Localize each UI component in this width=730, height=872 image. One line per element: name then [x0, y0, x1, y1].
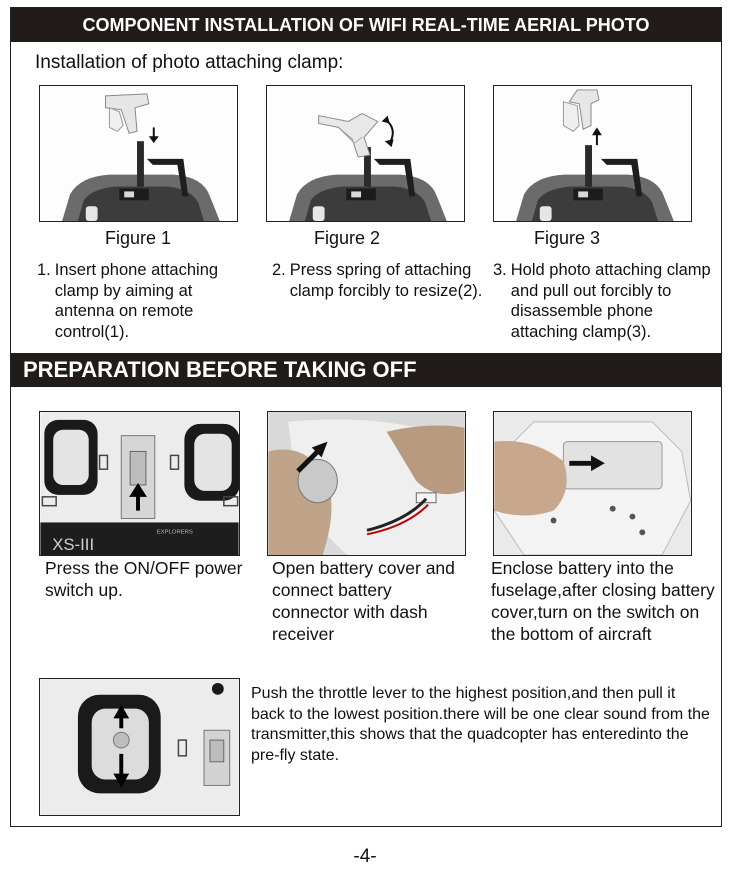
step-1 — [37, 260, 237, 342]
section-banner-preparation — [11, 353, 721, 387]
step-number: 1. — [37, 261, 51, 279]
step-3 — [493, 260, 721, 342]
figure-2-caption: Figure 2 — [314, 228, 381, 248]
figure-3-image — [493, 85, 692, 222]
subtitle: Installation of photo attaching clamp: — [35, 52, 344, 73]
step-text: Insert phone attaching clamp by aiming at antenna on remote control(1). — [54, 261, 219, 341]
remote-model-label: XS-III — [52, 535, 95, 555]
battery-connector-instruction: Open battery cover and connect battery connector with dash receiver — [272, 558, 455, 644]
page-number: -4- — [353, 846, 377, 867]
battery-insert-image — [493, 411, 692, 556]
power-switch-instruction: Press the ON/OFF power switch up. — [45, 558, 243, 600]
throttle-instruction: Push the throttle lever to the highest position,and then pull it back to the lowest position.there will be one clear sound from the transmitter,this shows that the quadcopter has enteredinto the pre-fly state. — [251, 685, 710, 764]
battery-insert-instruction: Enclose battery into the fuselage,after closing battery cover,turn on the switch on the bottom of aircraft — [491, 558, 715, 644]
figure-1-caption: Figure 1 — [105, 228, 172, 248]
section-title: COMPONENT INSTALLATION OF WIFI REAL-TIME AERIAL PHOTO — [82, 14, 650, 35]
power-switch-image — [39, 411, 240, 556]
figure-1-image — [39, 85, 238, 222]
section-banner-installation — [11, 8, 721, 42]
battery-connector-image — [267, 411, 466, 556]
figure-3-caption: Figure 3 — [534, 228, 601, 248]
step-number: 2. — [272, 261, 286, 279]
figure-2-image — [266, 85, 465, 222]
step-number: 3. — [493, 261, 507, 279]
page-frame — [10, 7, 722, 827]
step-text: Press spring of attaching clamp forcibly to resize(2). — [289, 261, 483, 300]
section-title: PREPARATION BEFORE TAKING OFF — [23, 357, 417, 382]
throttle-image — [39, 678, 240, 816]
step-text: Hold photo attaching clamp and pull out forcibly to disassemble phone attaching clamp(3). — [510, 261, 711, 341]
remote-brand-label: EXPLORERS — [156, 529, 193, 536]
step-2 — [272, 260, 492, 301]
